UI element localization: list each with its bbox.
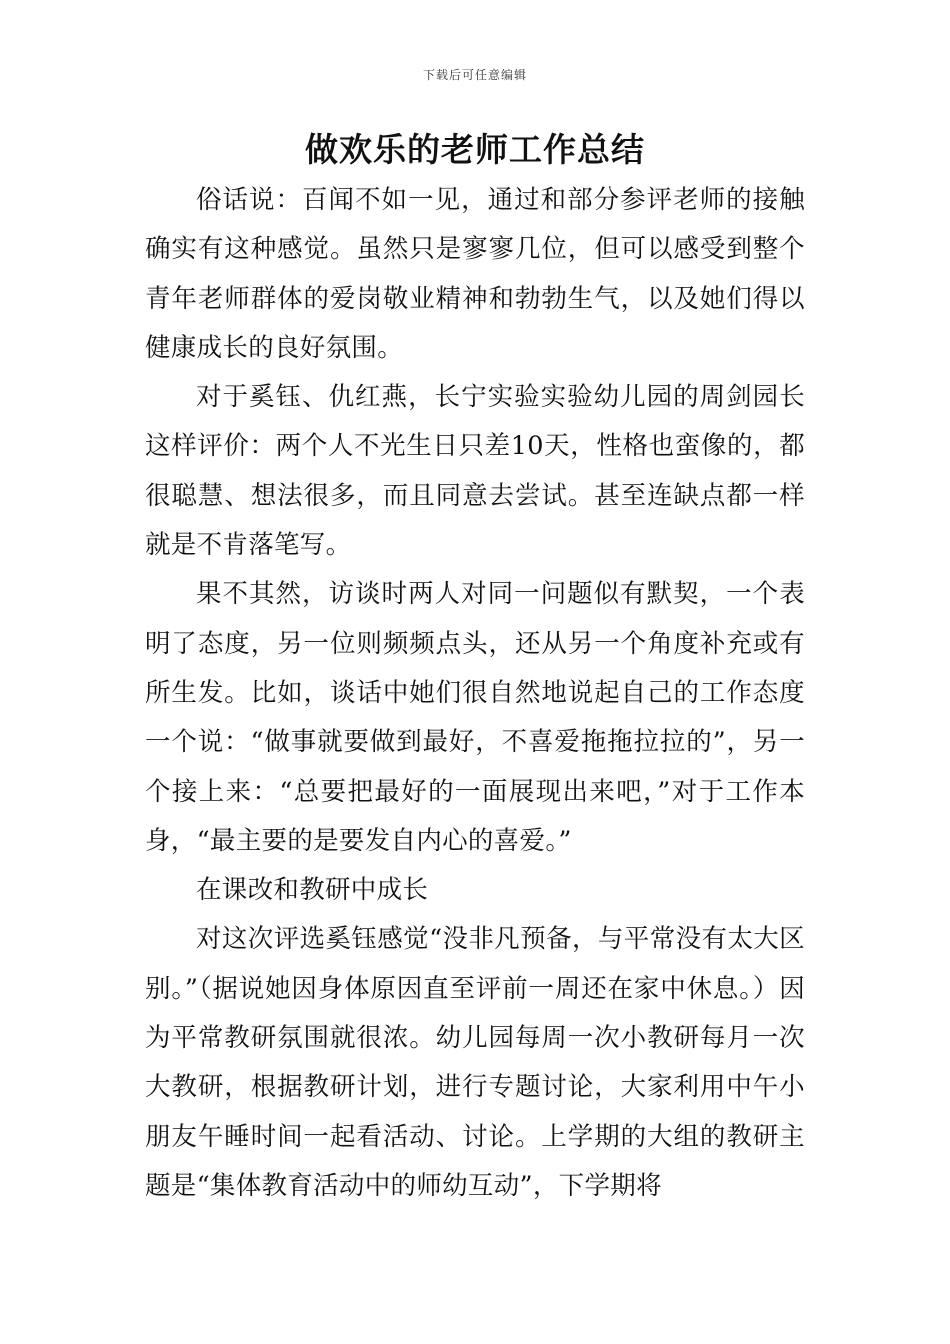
document-body (145, 176, 805, 1211)
paragraph-4: 对这次评选奚钰感觉“没非凡预备，与平常没有太大区别。”（据说她因身体原因直至评前一周还在家中休息。）因为平常教研氛围就很浓。幼儿园每周一次小教研每月一次大教研，根据教研计划，进行专题讨论，大家利用中午小朋友午睡时间一起看活动、讨论。上学期的大组的教研主题是“集体教育活动中的师幼互动”，下学期将 (145, 924, 805, 1201)
section-heading: 在课改和教研中成长 (196, 875, 429, 906)
document-title: 做欢乐的老师工作总结 (305, 130, 645, 169)
header-note: 下载后可任意编辑 (422, 68, 527, 82)
paragraph-1: 俗话说：百闻不如一见，通过和部分参评老师的接触确实有这种感觉。虽然只是寥寥几位，但可以感受到整个青年老师群体的爱岗敬业精神和勃勃生气，以及她们得以健康成长的良好氛围。 (145, 185, 805, 363)
paragraph-2: 对于奚钰、仇红燕，长宁实验实验幼儿园的周剑园长这样评价：两个人不光生日只差10天，性格也蛮像的，都很聪慧、想法很多，而且同意去尝试。甚至连缺点都一样就是不肯落笔写。 (145, 382, 805, 561)
paragraph-3: 果不其然，访谈时两人对同一问题似有默契，一个表明了态度，另一位则频频点头，还从另一个角度补充或有所生发。比如，谈话中她们很自然地说起自己的工作态度一个说：“做事就要做到最好，不喜爱拖拖拉拉的”，另一个接上来：“总要把最好的一面展现出来吧，”对于工作本身，“最主要的是要发自内心的喜爱。” (145, 579, 805, 856)
